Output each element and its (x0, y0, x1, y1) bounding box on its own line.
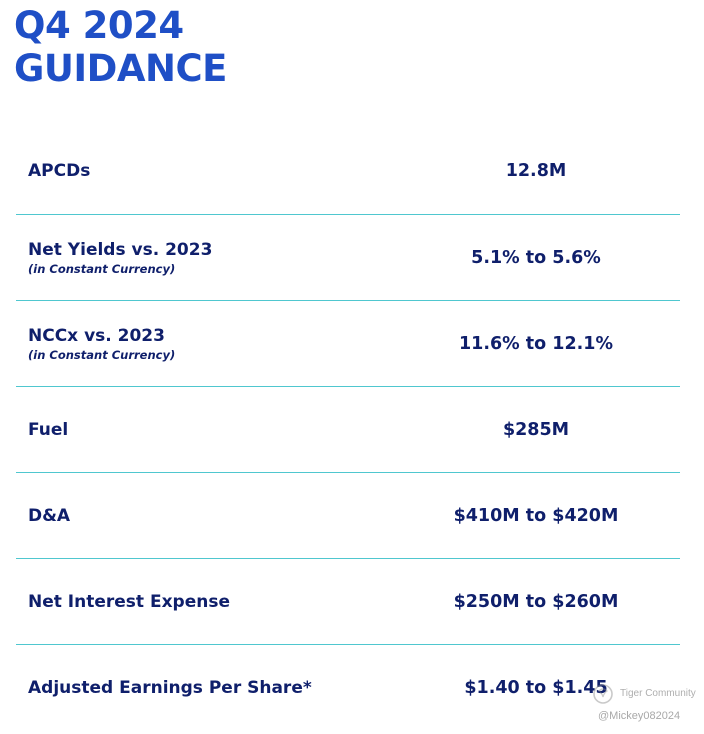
page-title (14, 4, 227, 90)
guidance-table (16, 130, 680, 730)
metric-value: 12.8M (505, 161, 567, 181)
watermark-brand: Tiger Community (620, 688, 696, 699)
metric-name: NCCx vs. 2023 (28, 325, 165, 346)
metric-name: Fuel (28, 419, 69, 440)
metric-name: D&A (28, 505, 71, 526)
row-label (28, 473, 70, 558)
row-label (28, 387, 68, 472)
metric-note: (in Constant Currency) (28, 261, 176, 276)
metric-name: Net Yields vs. 2023 (28, 239, 213, 260)
metric-note: (in Constant Currency) (28, 347, 176, 362)
table-row (16, 559, 680, 645)
title-line-2: GUIDANCE (14, 47, 227, 90)
metric-name: Adjusted Earnings Per Share* (28, 677, 312, 698)
table-row (16, 215, 680, 301)
table-row (16, 387, 680, 473)
row-label (28, 559, 230, 644)
metric-value: $285M (502, 419, 570, 440)
table-row (16, 301, 680, 387)
metric-name: APCDs (28, 161, 91, 181)
metric-value: 5.1% to 5.6% (471, 247, 601, 268)
row-label (28, 301, 175, 386)
metric-value: $250M to $260M (453, 591, 619, 612)
title-line-1: Q4 2024 (14, 4, 184, 47)
row-label (28, 128, 90, 214)
table-row (16, 473, 680, 559)
table-row (16, 130, 680, 215)
watermark-handle: @Mickey082024 (598, 710, 681, 722)
metric-value: $1.40 to $1.45 (464, 677, 608, 698)
row-label (28, 215, 212, 300)
table-row (16, 645, 680, 730)
metric-value: 11.6% to 12.1% (459, 333, 613, 354)
metric-value: $410M to $420M (453, 505, 619, 526)
row-label (28, 645, 312, 730)
metric-name: Net Interest Expense (28, 591, 230, 612)
tiger-logo-icon (592, 683, 614, 705)
